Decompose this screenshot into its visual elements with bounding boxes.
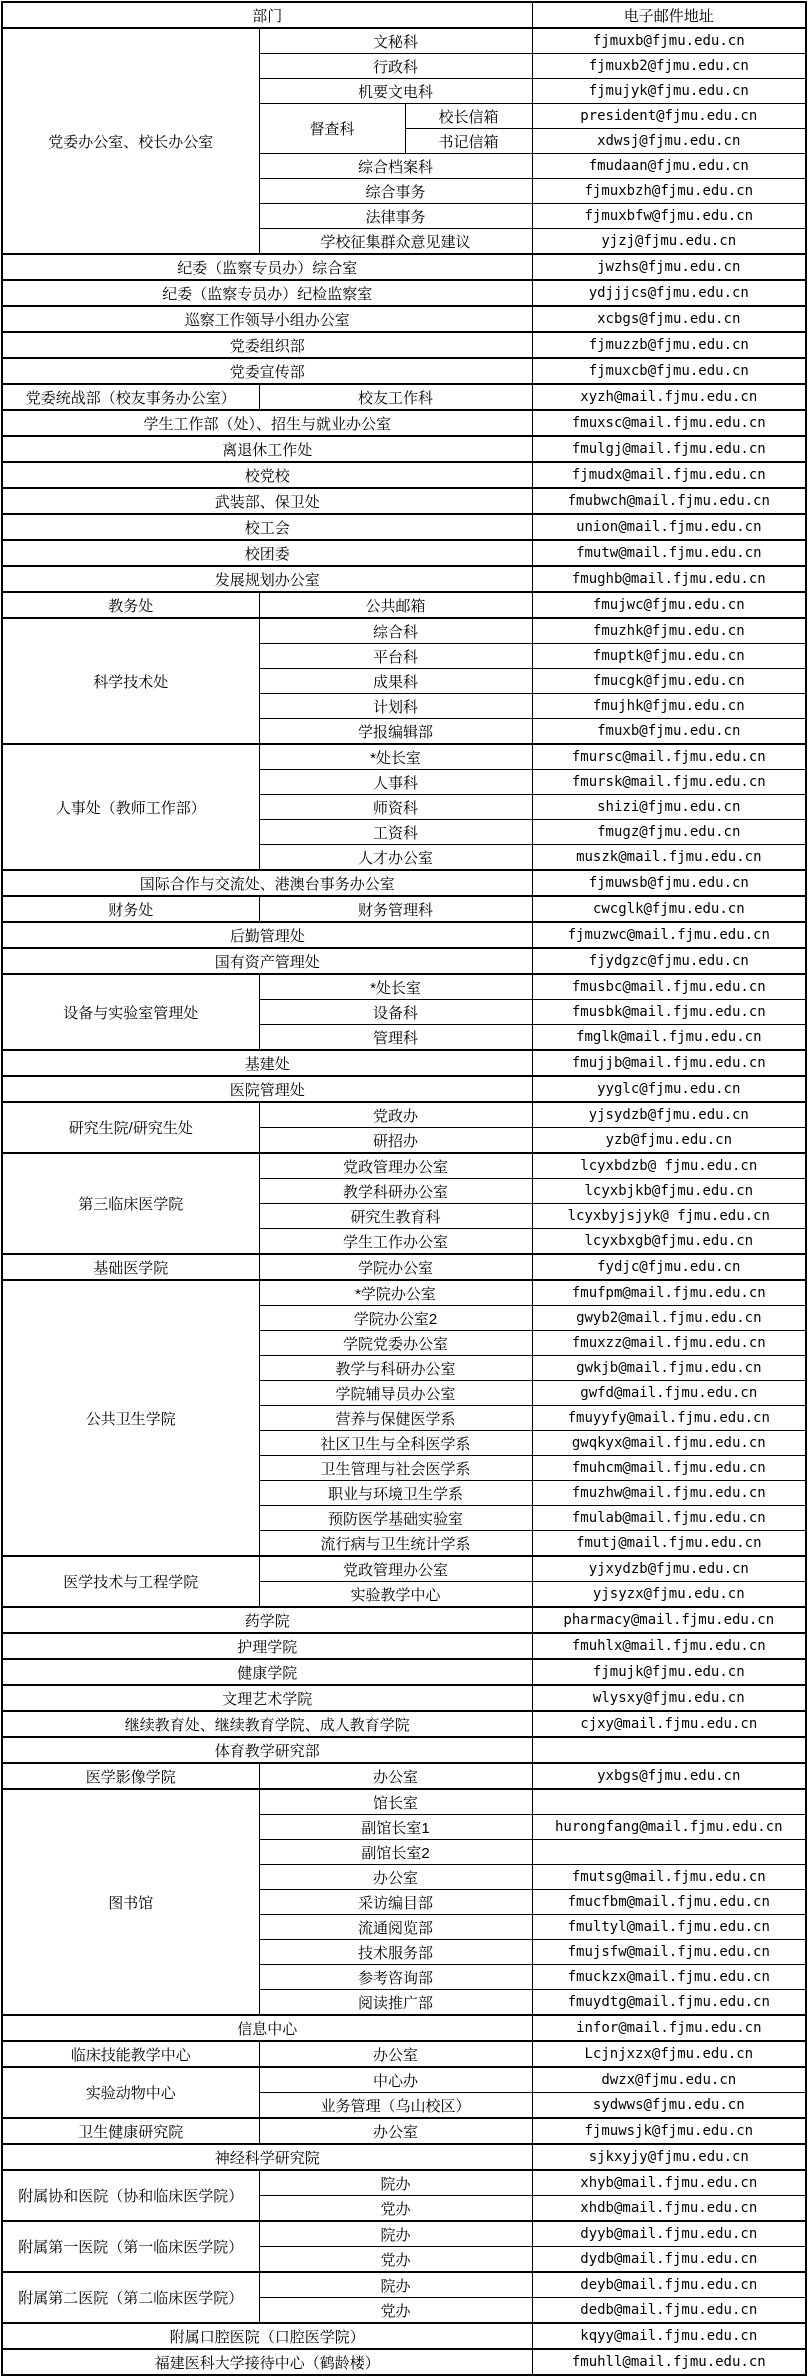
email-cell: fmuxb@fjmu.edu.cn <box>532 719 806 745</box>
department-cell: 护理学院 <box>2 1633 532 1659</box>
email-cell: fjmuxbfw@fjmu.edu.cn <box>532 204 806 229</box>
subdepartment-cell: 学生工作办公室 <box>259 1229 532 1255</box>
subdepartment-cell: 师资科 <box>259 795 532 820</box>
department-cell: 财务处 <box>2 896 259 922</box>
table-row <box>2 540 806 566</box>
subdepartment-cell: 人事科 <box>259 770 532 795</box>
subdepartment-cell: 采访编目部 <box>259 1890 532 1915</box>
email-cell: gwkjb@mail.fjmu.edu.cn <box>532 1356 806 1381</box>
subdepartment-cell: 院办 <box>259 2170 532 2196</box>
table-row <box>2 618 806 644</box>
department-cell: 校工会 <box>2 514 532 540</box>
department-cell: 学生工作部（处）、招生与就业办公室 <box>2 410 532 436</box>
email-cell: dwzx@fjmu.edu.cn <box>532 2067 806 2093</box>
table-row <box>2 488 806 514</box>
email-cell: fmujwc@fjmu.edu.cn <box>532 592 806 618</box>
email-cell: fmujhk@fjmu.edu.cn <box>532 694 806 719</box>
email-cell: sydwws@fjmu.edu.cn <box>532 2093 806 2119</box>
subdepartment-cell: 实验教学中心 <box>259 1582 532 1608</box>
subdepartment-cell: *处长室 <box>259 974 532 1000</box>
subdepartment-cell: 技术服务部 <box>259 1940 532 1965</box>
email-cell: fjmudx@mail.fjmu.edu.cn <box>532 462 806 488</box>
email-cell: fmutj@mail.fjmu.edu.cn <box>532 1531 806 1557</box>
table-row <box>2 1102 806 1128</box>
department-cell: 神经科学研究院 <box>2 2144 532 2170</box>
email-cell: fmursk@mail.fjmu.edu.cn <box>532 770 806 795</box>
subdepartment-cell: 综合档案科 <box>259 154 532 179</box>
department-cell: 附属协和医院（协和临床医学院） <box>2 2170 259 2221</box>
email-cell: dyyb@mail.fjmu.edu.cn <box>532 2221 806 2247</box>
subdepartment-cell: 学院办公室 <box>259 1254 532 1280</box>
subdepartment-cell: 设备科 <box>259 1000 532 1025</box>
email-cell: fmulab@mail.fjmu.edu.cn <box>532 1506 806 1531</box>
email-cell: fmuxzz@mail.fjmu.edu.cn <box>532 1331 806 1356</box>
email-cell: fmursc@mail.fjmu.edu.cn <box>532 744 806 770</box>
table-row <box>2 1153 806 1179</box>
email-cell: fjmuzwc@mail.fjmu.edu.cn <box>532 922 806 948</box>
subdepartment-cell: 党政管理办公室 <box>259 1556 532 1582</box>
subdepartment-cell: 成果科 <box>259 669 532 694</box>
email-cell: fjmuwsb@fjmu.edu.cn <box>532 870 806 896</box>
email-cell: fjmujyk@fjmu.edu.cn <box>532 79 806 104</box>
department-cell: 体育教学研究部 <box>2 1737 532 1763</box>
subdepartment-cell: 行政科 <box>259 54 532 79</box>
subdepartment-cell: 学校征集群众意见建议 <box>259 229 532 255</box>
table-row <box>2 254 806 280</box>
department-cell: 文理艺术学院 <box>2 1685 532 1711</box>
table-row <box>2 974 806 1000</box>
email-cell: fmuzhw@mail.fjmu.edu.cn <box>532 1481 806 1506</box>
table-row <box>2 566 806 592</box>
table-row <box>2 592 806 618</box>
email-cell <box>532 1789 806 1815</box>
subdepartment-cell: 校友工作科 <box>259 384 532 410</box>
department-cell: 附属第一医院（第一临床医学院） <box>2 2221 259 2272</box>
subdepartment-cell: 社区卫生与全科医学系 <box>259 1431 532 1456</box>
email-cell: pharmacy@mail.fjmu.edu.cn <box>532 1607 806 1633</box>
subdepartment-cell: 人才办公室 <box>259 845 532 871</box>
subdepartment-cell: 财务管理科 <box>259 896 532 922</box>
table-row <box>2 462 806 488</box>
email-cell: yxbgs@fjmu.edu.cn <box>532 1763 806 1789</box>
department-cell: 离退休工作处 <box>2 436 532 462</box>
department-cell: 党委统战部（校友事务办公室） <box>2 384 259 410</box>
subdepartment-cell: 办公室 <box>259 1763 532 1789</box>
table-row <box>2 1076 806 1102</box>
subdepartment-cell: 院办 <box>259 2272 532 2298</box>
department-cell: 基建处 <box>2 1050 532 1076</box>
header-email: 电子邮件地址 <box>532 2 806 28</box>
department-cell: 巡察工作领导小组办公室 <box>2 306 532 332</box>
subdepartment-cell: 学院辅导员办公室 <box>259 1381 532 1406</box>
department-cell: 福建医科大学接待中心（鹤龄楼） <box>2 2349 532 2375</box>
email-cell: union@mail.fjmu.edu.cn <box>532 514 806 540</box>
subdepartment-cell: 中心办 <box>259 2067 532 2093</box>
table-body <box>2 28 806 2375</box>
email-cell: lcyxbyjsjyk@ fjmu.edu.cn <box>532 1204 806 1229</box>
email-cell: wlysxy@fjmu.edu.cn <box>532 1685 806 1711</box>
table-row <box>2 436 806 462</box>
email-cell <box>532 1737 806 1763</box>
table-row <box>2 1556 806 1582</box>
email-cell: dydb@mail.fjmu.edu.cn <box>532 2247 806 2273</box>
email-cell: gwfd@mail.fjmu.edu.cn <box>532 1381 806 1406</box>
department-cell: 卫生健康研究院 <box>2 2118 259 2144</box>
table-row <box>2 744 806 770</box>
subdepartment-cell: 阅读推广部 <box>259 1990 532 2016</box>
email-cell <box>532 1840 806 1865</box>
table-row <box>2 28 806 54</box>
subdepartment-cell: 文秘科 <box>259 28 532 54</box>
subdepartment-cell: 教学科研办公室 <box>259 1179 532 1204</box>
table-row <box>2 384 806 410</box>
subdepartment-cell: 馆长室 <box>259 1789 532 1815</box>
table-row <box>2 2272 806 2298</box>
department-cell: 附属第二医院（第二临床医学院） <box>2 2272 259 2323</box>
email-cell: ydjjjcs@fjmu.edu.cn <box>532 280 806 306</box>
subdepartment-cell: 研招办 <box>259 1128 532 1154</box>
email-cell: fmglk@mail.fjmu.edu.cn <box>532 1025 806 1051</box>
subdepartment-cell: 职业与环境卫生学系 <box>259 1481 532 1506</box>
email-cell: shizi@fjmu.edu.cn <box>532 795 806 820</box>
subdepartment-cell: 学院办公室2 <box>259 1306 532 1331</box>
email-cell: fmugz@fjmu.edu.cn <box>532 820 806 845</box>
email-cell: xhyb@mail.fjmu.edu.cn <box>532 2170 806 2196</box>
email-cell: muszk@mail.fjmu.edu.cn <box>532 845 806 871</box>
table-row <box>2 1633 806 1659</box>
department-cell: 医院管理处 <box>2 1076 532 1102</box>
email-cell: yjxydzb@fjmu.edu.cn <box>532 1556 806 1582</box>
subdepartment-cell: 院办 <box>259 2221 532 2247</box>
email-cell: fmultyl@mail.fjmu.edu.cn <box>532 1915 806 1940</box>
department-cell: 公共卫生学院 <box>2 1280 259 1556</box>
department-cell: 医学技术与工程学院 <box>2 1556 259 1607</box>
email-cell: fmujsfw@mail.fjmu.edu.cn <box>532 1940 806 1965</box>
email-cell: fmufpm@mail.fjmu.edu.cn <box>532 1280 806 1306</box>
department-cell: 实验动物中心 <box>2 2067 259 2118</box>
contact-table <box>1 1 807 2376</box>
department-cell: 继续教育处、继续教育学院、成人教育学院 <box>2 1711 532 1737</box>
department-cell: 第三临床医学院 <box>2 1153 259 1254</box>
email-cell: fjmuzzb@fjmu.edu.cn <box>532 332 806 358</box>
subdepartment-cell: 学院党委办公室 <box>259 1331 532 1356</box>
department-cell: 国有资产管理处 <box>2 948 532 974</box>
table-row <box>2 332 806 358</box>
subdepartment-cell: 平台科 <box>259 644 532 669</box>
email-cell: fmubwch@mail.fjmu.edu.cn <box>532 488 806 514</box>
email-cell: fmuhlx@mail.fjmu.edu.cn <box>532 1633 806 1659</box>
table-row <box>2 2067 806 2093</box>
email-cell: yjsyzx@fjmu.edu.cn <box>532 1582 806 1608</box>
email-cell: fmulgj@mail.fjmu.edu.cn <box>532 436 806 462</box>
email-cell: fjmuwsjk@fjmu.edu.cn <box>532 2118 806 2144</box>
department-cell: 信息中心 <box>2 2015 532 2041</box>
subdepartment-cell: 党政管理办公室 <box>259 1153 532 1179</box>
table-row <box>2 1711 806 1737</box>
email-cell: fmusbk@mail.fjmu.edu.cn <box>532 1000 806 1025</box>
table-row <box>2 922 806 948</box>
email-cell: xhdb@mail.fjmu.edu.cn <box>532 2196 806 2222</box>
email-cell: fydjc@fjmu.edu.cn <box>532 1254 806 1280</box>
email-cell: fmuyyfy@mail.fjmu.edu.cn <box>532 1406 806 1431</box>
subdepartment-cell: 研究生教育科 <box>259 1204 532 1229</box>
subdepartment-cell: 法律事务 <box>259 204 532 229</box>
subdepartment-cell: 副馆长室2 <box>259 1840 532 1865</box>
subdepartment-cell: 计划科 <box>259 694 532 719</box>
email-cell: president@fjmu.edu.cn <box>532 104 806 129</box>
department-cell: 后勤管理处 <box>2 922 532 948</box>
email-cell: yzb@fjmu.edu.cn <box>532 1128 806 1154</box>
table-row <box>2 2323 806 2349</box>
subdepartment-cell: 学报编辑部 <box>259 719 532 745</box>
department-cell: 附属口腔医院（口腔医学院） <box>2 2323 532 2349</box>
email-cell: xyzh@mail.fjmu.edu.cn <box>532 384 806 410</box>
email-cell: dedb@mail.fjmu.edu.cn <box>532 2298 806 2324</box>
header-department: 部门 <box>2 2 532 28</box>
department-cell: 人事处（教师工作部） <box>2 744 259 870</box>
department-cell: 纪委（监察专员办）综合室 <box>2 254 532 280</box>
email-cell: fmuzhk@fjmu.edu.cn <box>532 618 806 644</box>
table-row <box>2 948 806 974</box>
email-cell: fmusbc@mail.fjmu.edu.cn <box>532 974 806 1000</box>
email-cell: fmuhll@mail.fjmu.edu.cn <box>532 2349 806 2375</box>
table-row <box>2 1607 806 1633</box>
table-row <box>2 870 806 896</box>
subdepartment-cell: 党办 <box>259 2298 532 2324</box>
email-cell: infor@mail.fjmu.edu.cn <box>532 2015 806 2041</box>
table-row <box>2 2349 806 2375</box>
table-row <box>2 2015 806 2041</box>
table-row <box>2 358 806 384</box>
email-cell: gwyb2@mail.fjmu.edu.cn <box>532 1306 806 1331</box>
subdepartment-cell: 工资科 <box>259 820 532 845</box>
department-cell: 教务处 <box>2 592 259 618</box>
department-cell: 图书馆 <box>2 1789 259 2015</box>
email-cell: sjkxyjy@fjmu.edu.cn <box>532 2144 806 2170</box>
subdepartment-cell: 教学与科研办公室 <box>259 1356 532 1381</box>
email-cell: Lcjnjxzx@fjmu.edu.cn <box>532 2041 806 2067</box>
table-row <box>2 1050 806 1076</box>
subdepartment-cell: 校长信箱 <box>405 104 532 129</box>
email-cell: yjsydzb@fjmu.edu.cn <box>532 1102 806 1128</box>
email-cell: fmughb@mail.fjmu.edu.cn <box>532 566 806 592</box>
table-row <box>2 410 806 436</box>
department-cell: 党委组织部 <box>2 332 532 358</box>
email-cell: fjmuxb@fjmu.edu.cn <box>532 28 806 54</box>
email-cell: xcbgs@fjmu.edu.cn <box>532 306 806 332</box>
department-cell: 设备与实验室管理处 <box>2 974 259 1050</box>
table-row <box>2 1280 806 1306</box>
department-cell: 研究生院/研究生处 <box>2 1102 259 1153</box>
department-cell: 临床技能教学中心 <box>2 2041 259 2067</box>
subdepartment-cell: 党政办 <box>259 1102 532 1128</box>
table-row <box>2 2170 806 2196</box>
department-cell: 发展规划办公室 <box>2 566 532 592</box>
subdepartment-cell: 党办 <box>259 2247 532 2273</box>
email-cell: fmucfbm@mail.fjmu.edu.cn <box>532 1890 806 1915</box>
email-cell: fjmuxb2@fjmu.edu.cn <box>532 54 806 79</box>
department-cell: 武装部、保卫处 <box>2 488 532 514</box>
department-cell: 党委办公室、校长办公室 <box>2 28 259 254</box>
email-cell: fmuxsc@mail.fjmu.edu.cn <box>532 410 806 436</box>
table-row <box>2 2221 806 2247</box>
subdepartment-cell: 党办 <box>259 2196 532 2222</box>
header-row <box>2 2 806 28</box>
table-row <box>2 896 806 922</box>
email-cell: fmuhcm@mail.fjmu.edu.cn <box>532 1456 806 1481</box>
email-cell: fmutw@mail.fjmu.edu.cn <box>532 540 806 566</box>
email-cell: fmudaan@fjmu.edu.cn <box>532 154 806 179</box>
subdepartment-cell: 流行病与卫生统计学系 <box>259 1531 532 1557</box>
subdepartment-cell: 公共邮箱 <box>259 592 532 618</box>
subdepartment-cell: 卫生管理与社会医学系 <box>259 1456 532 1481</box>
table-row <box>2 306 806 332</box>
email-cell: fjmuxbzh@fjmu.edu.cn <box>532 179 806 204</box>
table-row <box>2 1659 806 1685</box>
email-cell: fmuydtg@mail.fjmu.edu.cn <box>532 1990 806 2016</box>
subdepartment-cell: 流通阅览部 <box>259 1915 532 1940</box>
subdepartment-cell: 参考咨询部 <box>259 1965 532 1990</box>
subdepartment-cell: 预防医学基础实验室 <box>259 1506 532 1531</box>
department-cell: 校党校 <box>2 462 532 488</box>
table-row <box>2 1685 806 1711</box>
department-cell: 基础医学院 <box>2 1254 259 1280</box>
subdepartment-cell: 业务管理（乌山校区） <box>259 2093 532 2119</box>
subdepartment-cell: 书记信箱 <box>405 129 532 154</box>
department-cell: 药学院 <box>2 1607 532 1633</box>
table-row <box>2 2118 806 2144</box>
department-cell: 科学技术处 <box>2 618 259 744</box>
email-cell: xdwsj@fjmu.edu.cn <box>532 129 806 154</box>
email-cell: gwqkyx@mail.fjmu.edu.cn <box>532 1431 806 1456</box>
subdepartment-cell: 综合事务 <box>259 179 532 204</box>
table-row <box>2 2041 806 2067</box>
subdepartment-cell: 营养与保健医学系 <box>259 1406 532 1431</box>
email-cell: fjmujk@fjmu.edu.cn <box>532 1659 806 1685</box>
email-cell: fmujjb@mail.fjmu.edu.cn <box>532 1050 806 1076</box>
email-cell: fjydgzc@fjmu.edu.cn <box>532 948 806 974</box>
table-row <box>2 1763 806 1789</box>
email-cell: fmucgk@fjmu.edu.cn <box>532 669 806 694</box>
department-cell: 党委宣传部 <box>2 358 532 384</box>
email-cell: yyglc@fjmu.edu.cn <box>532 1076 806 1102</box>
email-cell: cwcglk@fjmu.edu.cn <box>532 896 806 922</box>
email-cell: jwzhs@fjmu.edu.cn <box>532 254 806 280</box>
department-cell: 校团委 <box>2 540 532 566</box>
email-cell: lcyxbjkb@fjmu.edu.cn <box>532 1179 806 1204</box>
subdepartment-cell: 管理科 <box>259 1025 532 1051</box>
email-cell: fmuckzx@mail.fjmu.edu.cn <box>532 1965 806 1990</box>
email-cell: yjzj@fjmu.edu.cn <box>532 229 806 255</box>
email-cell: lcyxbdzb@ fjmu.edu.cn <box>532 1153 806 1179</box>
email-cell: fmuptk@fjmu.edu.cn <box>532 644 806 669</box>
email-cell: cjxy@mail.fjmu.edu.cn <box>532 1711 806 1737</box>
subdepartment-cell: *处长室 <box>259 744 532 770</box>
subdepartment-cell: *学院办公室 <box>259 1280 532 1306</box>
department-cell: 纪委（监察专员办）纪检监察室 <box>2 280 532 306</box>
subdepartment-cell: 综合科 <box>259 618 532 644</box>
table-row <box>2 2144 806 2170</box>
table-row <box>2 1789 806 1815</box>
department-cell: 国际合作与交流处、港澳台事务办公室 <box>2 870 532 896</box>
email-cell: hurongfang@mail.fjmu.edu.cn <box>532 1815 806 1840</box>
subdepartment-cell: 办公室 <box>259 2041 532 2067</box>
department-cell: 督查科 <box>259 104 405 154</box>
table-row <box>2 514 806 540</box>
email-cell: lcyxbxgb@fjmu.edu.cn <box>532 1229 806 1255</box>
email-cell: fjmuxcb@fjmu.edu.cn <box>532 358 806 384</box>
department-cell: 医学影像学院 <box>2 1763 259 1789</box>
department-cell: 健康学院 <box>2 1659 532 1685</box>
email-cell: fmutsg@mail.fjmu.edu.cn <box>532 1865 806 1890</box>
subdepartment-cell: 机要文电科 <box>259 79 532 104</box>
table-row <box>2 1254 806 1280</box>
subdepartment-cell: 办公室 <box>259 2118 532 2144</box>
email-cell: kqyy@mail.fjmu.edu.cn <box>532 2323 806 2349</box>
subdepartment-cell: 办公室 <box>259 1865 532 1890</box>
table-row <box>2 280 806 306</box>
subdepartment-cell: 副馆长室1 <box>259 1815 532 1840</box>
table-row <box>2 1737 806 1763</box>
email-cell: deyb@mail.fjmu.edu.cn <box>532 2272 806 2298</box>
